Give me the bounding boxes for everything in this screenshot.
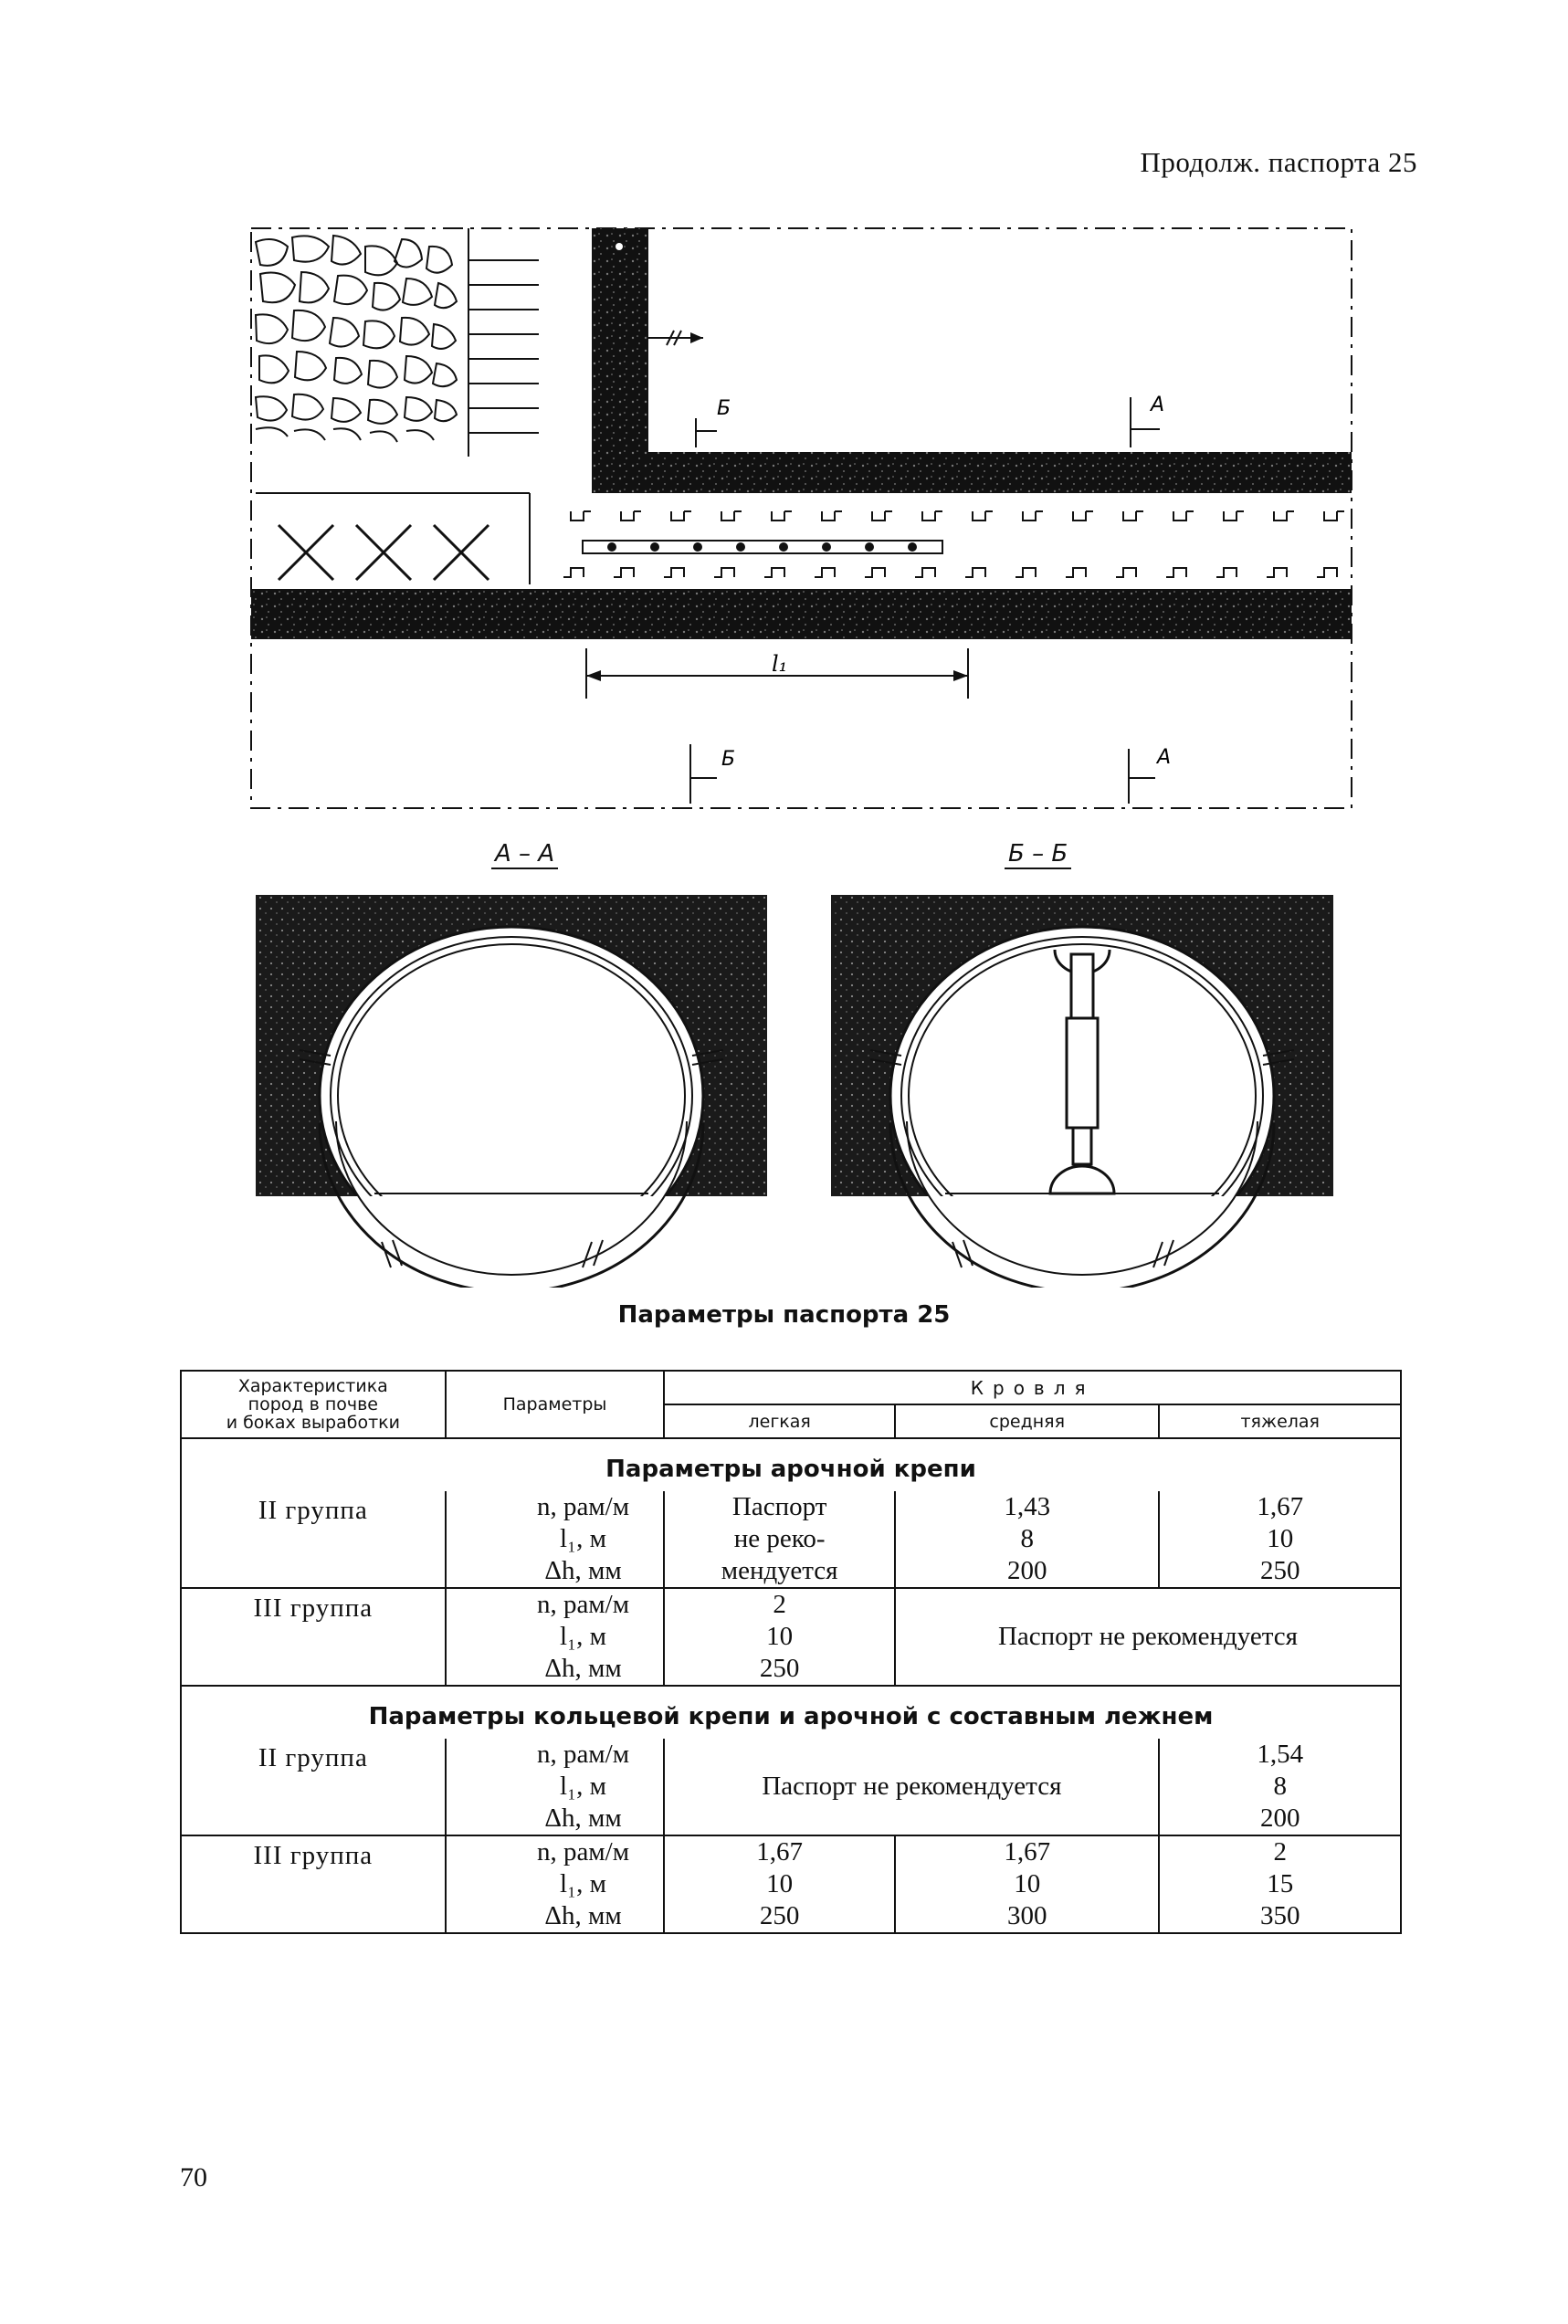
- dimension-l1: l₁: [772, 651, 788, 677]
- arch-support-row: [563, 511, 1344, 577]
- arch-support-top: [571, 511, 591, 521]
- section-title-arch: Параметры арочной крепи: [181, 1438, 1401, 1491]
- arch-support-top: [922, 511, 942, 521]
- rail-dot: [650, 542, 659, 552]
- param-list: n, рам/м l₁, м Δh, мм: [446, 1588, 665, 1686]
- section-aa-label: А – А: [491, 840, 558, 869]
- arch-support-top: [1023, 511, 1043, 521]
- arch-support-top: [671, 511, 691, 521]
- section-bb-label: Б – Б: [1005, 840, 1071, 869]
- table-row: [181, 1491, 1401, 1588]
- rail-dot: [865, 542, 874, 552]
- running-head: Продолж. паспорта 25: [1140, 146, 1417, 178]
- table-row: [181, 1835, 1401, 1933]
- arch-support-bottom: [714, 568, 734, 577]
- table-row: [181, 1588, 1401, 1686]
- arch-support-bottom: [1116, 568, 1136, 577]
- section-aa-drawing: [256, 895, 767, 1288]
- rubble-zone: [256, 236, 457, 442]
- arch-support-top: [621, 511, 641, 521]
- table-row: [181, 1739, 1401, 1835]
- arch-support-top: [772, 511, 792, 521]
- rail-dot: [822, 542, 831, 552]
- crosses: [279, 525, 489, 580]
- arch-support-bottom: [1166, 568, 1186, 577]
- header-medium: средняя: [895, 1404, 1159, 1438]
- header-parameters: Параметры: [446, 1371, 665, 1438]
- plan-label-a-bottom: А: [1157, 746, 1172, 769]
- arch-support-bottom: [865, 568, 885, 577]
- arch-support-top: [1224, 511, 1244, 521]
- page-number: 70: [180, 2162, 207, 2193]
- group-label: III группа: [181, 1835, 446, 1933]
- rail-dot: [736, 542, 745, 552]
- group-label: II группа: [181, 1739, 446, 1835]
- header-heavy: тяжелая: [1159, 1404, 1401, 1438]
- arch-support-bottom: [563, 568, 584, 577]
- table-caption: Параметры паспорта 25: [617, 1301, 951, 1329]
- arch-support-bottom: [1066, 568, 1086, 577]
- rail-dots: [607, 542, 917, 552]
- arch-support-top: [872, 511, 892, 521]
- param-list: n, рам/м l₁, м Δh, мм: [446, 1835, 665, 1933]
- group-label: II группа: [181, 1491, 446, 1588]
- value-medium: 1,67 10 300: [895, 1835, 1159, 1933]
- plan-label-b-top: Б: [717, 397, 731, 420]
- arch-support-top: [1324, 511, 1344, 521]
- value-light: 1,67 10 250: [664, 1835, 895, 1933]
- value-heavy: 1,54 8 200: [1159, 1739, 1401, 1835]
- arch-support-bottom: [915, 568, 935, 577]
- arch-support-bottom: [965, 568, 985, 577]
- arch-support-bottom: [664, 568, 684, 577]
- value-heavy: 1,67 10 250: [1159, 1491, 1401, 1588]
- arch-support-top: [1123, 511, 1143, 521]
- plan-drawing: [247, 219, 1361, 813]
- arch-support-bottom: [1317, 568, 1337, 577]
- rail-dot: [693, 542, 702, 552]
- value-heavy: 2 15 350: [1159, 1835, 1401, 1933]
- param-list: n, рам/м l₁, м Δh, мм: [446, 1739, 665, 1835]
- value-light: Паспорт не реко- мендуется: [664, 1491, 895, 1588]
- header-rock-characteristic: Характеристика пород в почве и боках выработки: [181, 1371, 446, 1438]
- arch-support-bottom: [815, 568, 835, 577]
- section-title-ring: Параметры кольцевой крепи и арочной с составным лежнем: [181, 1686, 1401, 1739]
- rail-dot: [908, 542, 917, 552]
- value-light: 2 10 250: [664, 1588, 895, 1686]
- arch-support-bottom: [764, 568, 784, 577]
- arch-support-top: [973, 511, 993, 521]
- cross-sections: [247, 840, 1342, 1288]
- rail-dot: [779, 542, 788, 552]
- arch-support-top: [1073, 511, 1093, 521]
- arch-support-top: [1173, 511, 1194, 521]
- arch-support-bottom: [1267, 568, 1287, 577]
- arch-support-top: [822, 511, 842, 521]
- arch-support-bottom: [614, 568, 634, 577]
- plan-label-b-bottom: Б: [721, 748, 736, 771]
- value-not-recommended: Паспорт не рекомендуется: [895, 1588, 1401, 1686]
- rail-dot: [607, 542, 616, 552]
- header-light: легкая: [664, 1404, 895, 1438]
- section-bb-drawing: [831, 895, 1333, 1288]
- arch-support-top: [721, 511, 742, 521]
- parameters-table: [180, 1370, 1402, 1934]
- plan-label-a-top: А: [1151, 394, 1165, 416]
- pack-lines: [468, 228, 539, 457]
- arch-support-bottom: [1216, 568, 1237, 577]
- value-medium: 1,43 8 200: [895, 1491, 1159, 1588]
- param-list: n, рам/м l₁, м Δh, мм: [446, 1491, 665, 1588]
- arch-support-bottom: [1016, 568, 1036, 577]
- group-label: III группа: [181, 1588, 446, 1686]
- value-not-recommended: Паспорт не рекомендуется: [664, 1739, 1159, 1835]
- arch-support-top: [1274, 511, 1294, 521]
- header-roof: Кровля: [664, 1371, 1401, 1404]
